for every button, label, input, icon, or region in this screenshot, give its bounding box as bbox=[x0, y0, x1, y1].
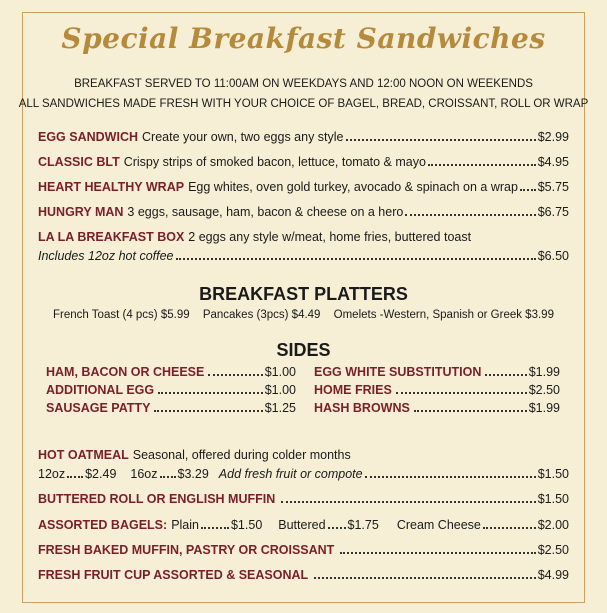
leader-dots bbox=[314, 577, 536, 579]
item-name: CLASSIC BLT bbox=[38, 155, 120, 169]
menu-item-muffin bbox=[38, 543, 569, 557]
side-price: $1.99 bbox=[528, 401, 560, 415]
item-name: LA LA BREAKFAST BOX bbox=[38, 230, 185, 244]
leader-dots bbox=[346, 139, 536, 141]
size-label: 12oz bbox=[38, 467, 66, 481]
side-item bbox=[314, 401, 560, 415]
leader-dots bbox=[201, 527, 229, 529]
leader-dots bbox=[520, 189, 536, 191]
leader-dots bbox=[414, 410, 527, 412]
bagel-option: Plain bbox=[171, 518, 199, 532]
leader-dots bbox=[365, 476, 536, 478]
menu-title: Special Breakfast Sandwiches bbox=[61, 22, 546, 55]
size-label: 16oz bbox=[130, 467, 158, 481]
side-item bbox=[314, 365, 560, 379]
leader-dots bbox=[485, 374, 526, 376]
item-price: $1.50 bbox=[537, 492, 569, 506]
item-desc: Seasonal, offered during colder months bbox=[132, 448, 351, 462]
bagel-price: $1.75 bbox=[347, 518, 379, 532]
item-name: HUNGRY MAN bbox=[38, 205, 124, 219]
leader-dots bbox=[396, 392, 527, 394]
side-name: ADDITIONAL EGG bbox=[46, 383, 155, 397]
platters-list bbox=[0, 309, 607, 321]
side-name: EGG WHITE SUBSTITUTION bbox=[314, 365, 482, 379]
menu-item-egg-sandwich bbox=[38, 130, 569, 144]
item-desc: 3 eggs, sausage, ham, bacon & cheese on a hero bbox=[127, 205, 404, 219]
leader-dots bbox=[160, 476, 176, 478]
side-price: $1.00 bbox=[264, 383, 296, 397]
leader-dots bbox=[340, 552, 535, 554]
menu-item-hot-oatmeal bbox=[38, 448, 569, 462]
platter-item: Pancakes (3pcs) $4.49 bbox=[202, 309, 321, 321]
side-price: $1.00 bbox=[264, 365, 296, 379]
item-desc: Egg whites, oven gold turkey, avocado & spinach on a wrap bbox=[188, 180, 518, 194]
item-price: $4.99 bbox=[537, 568, 569, 582]
menu-item-breakfast-box bbox=[38, 230, 569, 244]
leader-dots bbox=[281, 501, 535, 503]
leader-dots bbox=[328, 527, 346, 529]
item-name: EGG SANDWICH bbox=[38, 130, 138, 144]
item-name: HEART HEALTHY WRAP bbox=[38, 180, 185, 194]
leader-dots bbox=[483, 527, 536, 529]
side-item bbox=[46, 383, 296, 397]
side-name: HASH BROWNS bbox=[314, 401, 410, 415]
sides-title: SIDES bbox=[276, 340, 331, 360]
oatmeal-sizes bbox=[38, 467, 569, 481]
bagel-price: $1.50 bbox=[230, 518, 263, 532]
side-price: $2.50 bbox=[528, 383, 560, 397]
item-price: $5.75 bbox=[537, 180, 569, 194]
item-price: $2.50 bbox=[537, 543, 569, 557]
leader-dots bbox=[154, 410, 262, 412]
leader-dots bbox=[67, 476, 83, 478]
bagel-option: Buttered bbox=[278, 518, 326, 532]
side-name: SAUSAGE PATTY bbox=[46, 401, 151, 415]
side-name: HAM, BACON OR CHEESE bbox=[46, 365, 205, 379]
leader-dots bbox=[208, 374, 262, 376]
bagel-price: $2.00 bbox=[537, 518, 569, 532]
leader-dots bbox=[158, 392, 263, 394]
side-price: $1.99 bbox=[528, 365, 560, 379]
menu-item-hungry-man bbox=[38, 205, 569, 219]
size-price: $2.49 bbox=[85, 467, 117, 481]
menu-item-assorted-bagels bbox=[38, 518, 569, 532]
leader-dots bbox=[405, 214, 535, 216]
side-name: HOME FRIES bbox=[314, 383, 392, 397]
menu-item-fruit-cup bbox=[38, 568, 569, 582]
item-name: FRESH FRUIT CUP ASSORTED & SEASONAL bbox=[38, 568, 309, 582]
platters-title: BREAKFAST PLATTERS bbox=[199, 284, 408, 304]
side-item bbox=[46, 365, 296, 379]
menu-item-breakfast-box-note bbox=[38, 249, 569, 263]
bagel-option: Cream Cheese bbox=[396, 518, 481, 532]
leader-dots bbox=[176, 258, 536, 260]
item-price: $6.75 bbox=[537, 205, 569, 219]
menu-item-classic-blt bbox=[38, 155, 569, 169]
size-price: $3.29 bbox=[177, 467, 209, 481]
item-price: $6.50 bbox=[537, 249, 569, 263]
item-name: FRESH BAKED MUFFIN, PASTRY OR CROISSANT bbox=[38, 543, 335, 557]
sandwich-info-line: ALL SANDWICHES MADE FRESH WITH YOUR CHOICE OF BAGEL, BREAD, CROISSANT, ROLL OR WRAP bbox=[18, 98, 589, 110]
addon-label: Add fresh fruit or compote bbox=[218, 467, 363, 481]
item-name: ASSORTED BAGELS: bbox=[38, 518, 168, 532]
hours-line: BREAKFAST SERVED TO 11:00AM ON WEEKDAYS AND 12:00 NOON ON WEEKENDS bbox=[74, 78, 533, 90]
side-price: $1.25 bbox=[264, 401, 296, 415]
item-desc: Crispy strips of smoked bacon, lettuce, tomato & mayo bbox=[123, 155, 426, 169]
item-desc: Create your own, two eggs any style bbox=[142, 130, 344, 144]
item-price: $2.99 bbox=[537, 130, 569, 144]
menu-item-buttered-roll bbox=[38, 492, 569, 506]
menu-item-heart-healthy-wrap bbox=[38, 180, 569, 194]
item-name: HOT OATMEAL bbox=[38, 448, 129, 462]
item-price: $4.95 bbox=[537, 155, 569, 169]
side-item bbox=[46, 401, 296, 415]
item-name: BUTTERED ROLL OR ENGLISH MUFFIN bbox=[38, 492, 276, 506]
side-item bbox=[314, 383, 560, 397]
leader-dots bbox=[428, 164, 536, 166]
item-desc: 2 eggs any style w/meat, home fries, buttered toast bbox=[188, 230, 472, 244]
item-note: Includes 12oz hot coffee bbox=[38, 249, 174, 263]
platter-item: French Toast (4 pcs) $5.99 bbox=[53, 309, 190, 321]
addon-price: $1.50 bbox=[537, 467, 569, 481]
platter-item: Omelets -Western, Spanish or Greek $3.99 bbox=[333, 309, 554, 321]
